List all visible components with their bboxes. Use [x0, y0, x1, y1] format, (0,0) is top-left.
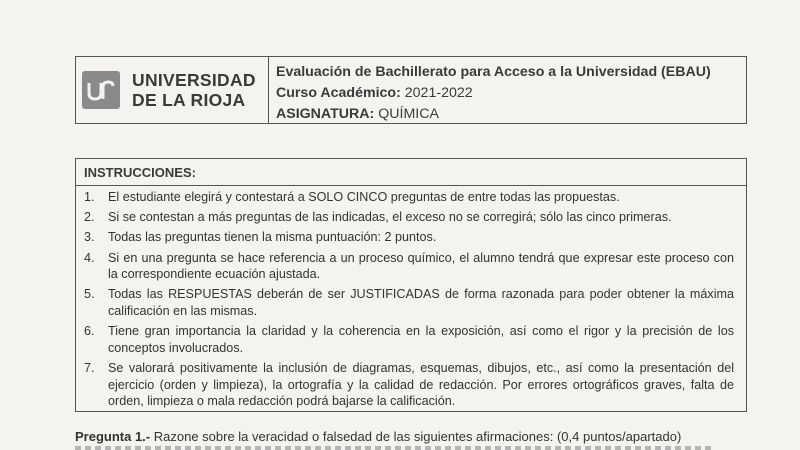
instruction-item [84, 323, 734, 356]
instruction-text: El estudiante elegirá y contestará a SOLO CINCO preguntas de entre todas las propuestas. [108, 190, 620, 204]
instruction-number: 2. [84, 210, 95, 225]
university-name-line2: DE LA RIOJA [132, 90, 246, 110]
instruction-number: 7. [84, 360, 95, 375]
instruction-text: Tiene gran importancia la claridad y la coherencia en la exposición, así como el rigor y la precisión de los conceptos involucrados. [108, 324, 734, 355]
instruction-number: 4. [84, 250, 95, 265]
instructions-title: INSTRUCCIONES: [76, 159, 746, 186]
instruction-item [84, 229, 734, 246]
subject-line [276, 104, 711, 125]
instruction-text: Se valorará positivamente la inclusión de diagramas, esquemas, dibujos, etc., así como la presentación del ejercicio (orden y limpieza), la ortografía y la calidad de redacción. Por errores ortográficos graves, falta de orden, limpieza o mala redacción podrá bajarse la calificación. [108, 360, 734, 409]
subject-value: QUÍMICA [378, 106, 439, 122]
university-name-line1: UNIVERSIDAD [132, 70, 256, 90]
instruction-text: Si se contestan a más preguntas de las indicadas, el exceso no se corregirá; sólo las cinco primeras. [108, 210, 672, 225]
subject-label: ASIGNATURA: [276, 106, 375, 122]
question-label: Pregunta 1.- [75, 429, 151, 444]
course-value: 2021-2022 [404, 85, 473, 101]
exam-info [269, 57, 711, 123]
ur-logo-icon [82, 71, 120, 109]
instruction-text: Todas las preguntas tienen la misma puntuación: 2 puntos. [108, 230, 437, 245]
instruction-item [84, 360, 734, 410]
course-line [276, 83, 711, 104]
question-1 [75, 429, 775, 444]
instructions-box [75, 158, 747, 412]
cut-off-text-line [75, 446, 715, 450]
exam-header [75, 56, 747, 124]
instruction-item [84, 250, 734, 283]
instructions-list [76, 186, 746, 410]
instruction-number: 5. [84, 287, 95, 302]
instruction-number: 6. [84, 324, 95, 339]
instruction-number: 1. [84, 190, 95, 204]
instruction-number: 3. [84, 230, 95, 245]
instruction-text: Todas las RESPUESTAS deberán de ser JUSTIFICADAS de forma razonada para poder obtener la máxima calificación en las mismas. [108, 287, 734, 318]
university-logo [76, 57, 269, 123]
instruction-text: Si en una pregunta se hace referencia a un proceso químico, el alumno tendrá que expresar este proceso con la correspondiente ecuación ajustada. [108, 250, 734, 282]
exam-title: Evaluación de Bachillerato para Acceso a la Universidad (EBAU) [276, 64, 711, 80]
instruction-item [84, 189, 734, 206]
instruction-item [84, 286, 734, 319]
instruction-item [84, 209, 734, 226]
question-text: Razone sobre la veracidad o falsedad de las siguientes afirmaciones: (0,4 puntos/apartado) [150, 429, 682, 444]
course-label: Curso Académico: [276, 85, 401, 101]
